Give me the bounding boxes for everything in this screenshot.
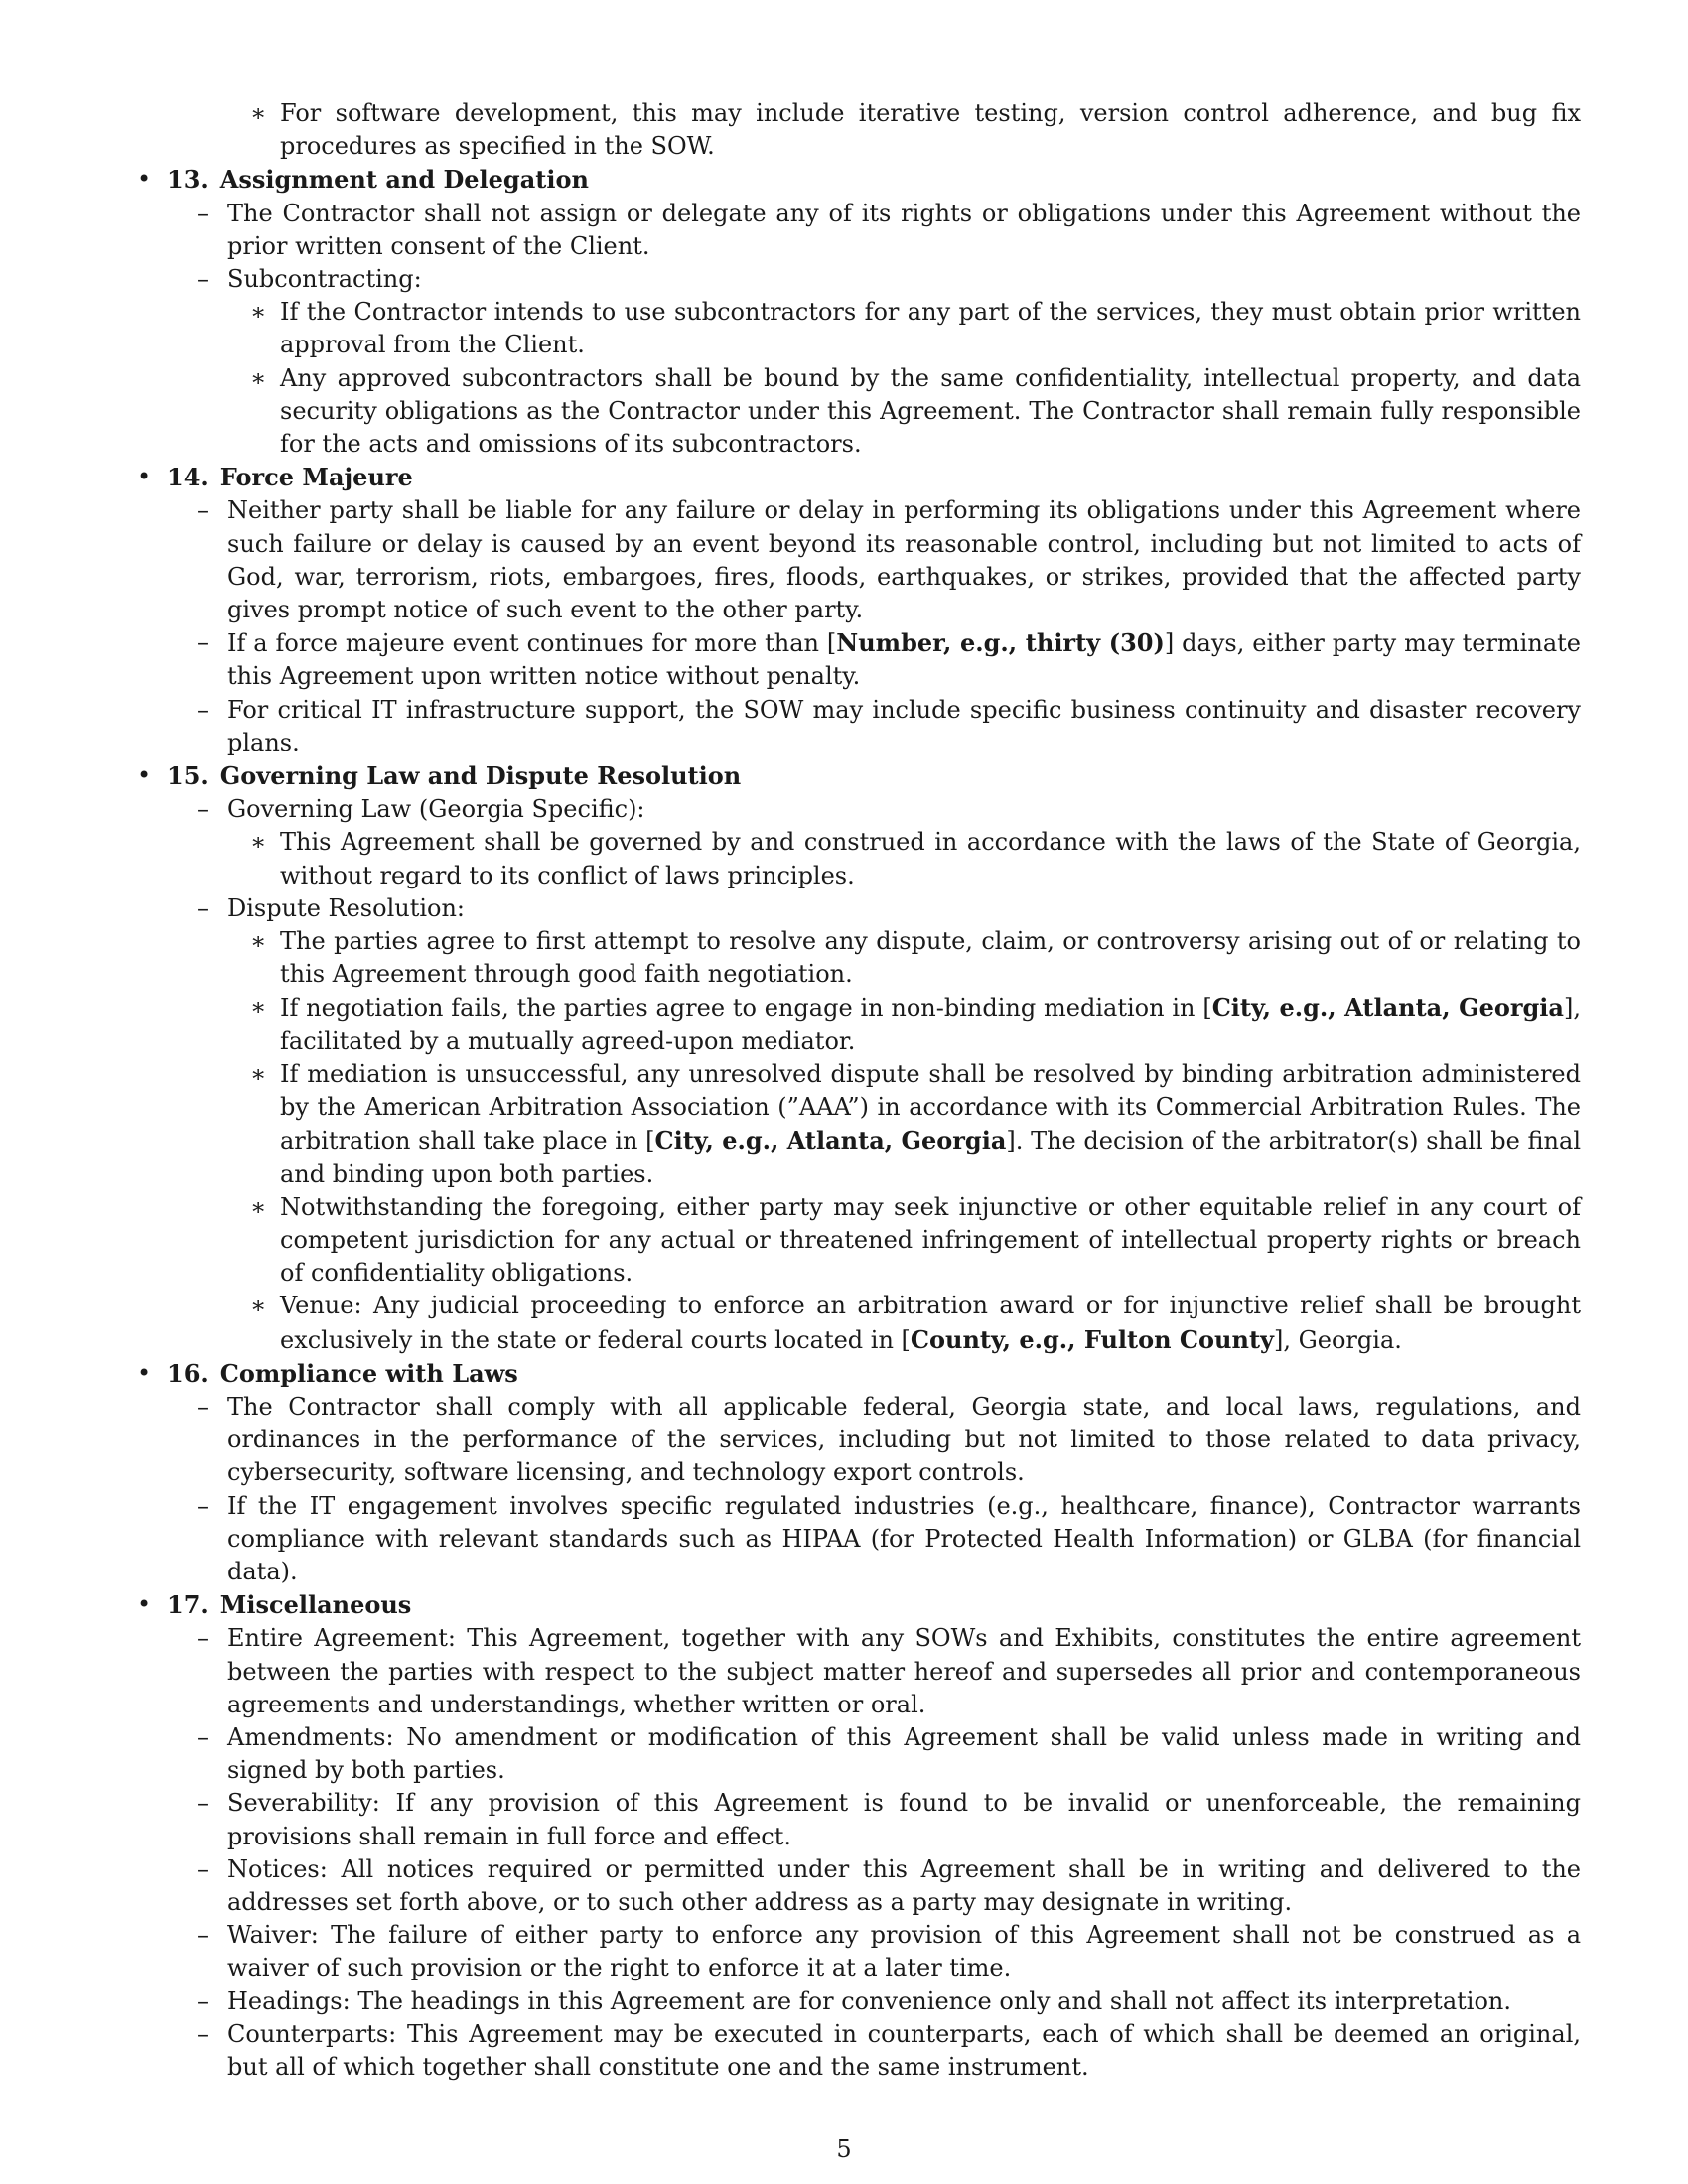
dash-marker: – xyxy=(197,1491,209,1520)
dash-marker: – xyxy=(197,496,209,525)
item-text: If a force majeure event continues for more than xyxy=(227,629,827,658)
asterisk-marker: ∗ xyxy=(250,363,267,392)
item-text: If the Contractor intends to use subcontractors for any part of the services, they must obtain prior written approval from the Client. xyxy=(280,298,1581,359)
section-title: Force Majeure xyxy=(219,463,413,492)
asterisk-marker: ∗ xyxy=(250,1192,267,1221)
section-heading xyxy=(135,759,1581,793)
list-item xyxy=(135,694,1581,759)
item-text-tail: . The decision of the arbitrator(s) shall be final and binding upon both parties. xyxy=(280,1127,1581,1188)
sub-list-item xyxy=(135,296,1581,361)
item-text: Headings: The headings in this Agreement are for convenience only and shall not affect its interpretation. xyxy=(227,1986,1511,2015)
item-text: Any approved subcontractors shall be bound by the same confidentiality, intellectual property, and data security obligations as the Contractor under this Agreement. The Contractor shall remain fully responsible for the acts and omissions of its subcontractors. xyxy=(280,363,1581,459)
list-item xyxy=(135,2018,1581,2084)
list-item xyxy=(135,1490,1581,1589)
dash-marker: – xyxy=(197,1921,209,1950)
dash-marker: – xyxy=(197,695,209,724)
dash-marker: – xyxy=(197,628,209,657)
sub-list-item: ∗ Venue: Any judicial proceeding to enforce an arbitration award or for injunctive relief shall be brought exclusively in the state or federal courts located in [County, e.g., Fulton County], Georgia. xyxy=(250,1292,1581,1354)
sub-list-item xyxy=(135,1191,1581,1291)
sub-list-item xyxy=(135,362,1581,462)
section-heading xyxy=(135,461,1581,494)
dash-marker: – xyxy=(197,1789,209,1818)
item-text: For software development, this may include iterative testing, version control adherence, and bug fix procedures as specified in the SOW. xyxy=(280,99,1581,161)
dash-marker: – xyxy=(197,1986,209,2015)
section-number: 13. xyxy=(167,165,209,195)
list-item xyxy=(135,263,1581,296)
item-text: Entire Agreement: This Agreement, together with any SOWs and Exhibits, constitutes the entire agreement between the parties with respect to the subject matter hereof and supersedes all prior and contemporaneous agreements and understandings, whether written or oral. xyxy=(227,1624,1581,1718)
placeholder-field: City, e.g., Atlanta, Georgia xyxy=(1211,993,1564,1023)
item-text: Notwithstanding the foregoing, either party may seek injunctive or other equitable relief in any court of competent jurisdiction for any actual or threatened infringement of intellectual property rights or breach of confidentiality obligations. xyxy=(280,1192,1581,1288)
bullet-marker: • xyxy=(137,1590,152,1619)
section-heading xyxy=(135,1588,1581,1622)
item-text: The parties agree to first attempt to resolve any dispute, claim, or controversy arising out of or relating to this Agreement through good faith negotiation. xyxy=(280,927,1581,989)
asterisk-marker: ∗ xyxy=(250,298,267,327)
item-text: Amendments: No amendment or modification of this Agreement shall be valid unless made in writing and signed by both parties. xyxy=(227,1722,1581,1785)
dash-marker: – xyxy=(197,1854,209,1883)
item-text: Counterparts: This Agreement may be executed in counterparts, each of which shall be deemed an original, but all of which together shall constitute one and the same instrument. xyxy=(227,2019,1581,2081)
dash-marker: – xyxy=(197,199,209,227)
item-text-tail: , facilitated by a mutually agreed-upon mediator. xyxy=(280,994,1581,1055)
page-number: 5 xyxy=(836,2135,852,2163)
section-number: 15. xyxy=(167,761,209,791)
item-text: Venue: Any judicial proceeding to enforce an arbitration award or for injunctive relief shall be brought exclusively in the state or federal courts located in xyxy=(280,1292,1581,1354)
asterisk-marker: ∗ xyxy=(250,99,267,127)
sub-list-item: ∗ If negotiation fails, the parties agree to engage in non-binding mediation in [City, e.g., Atlanta, Georgia], facilitated by a mutually agreed-upon mediator. xyxy=(250,993,1581,1055)
placeholder-field: County, e.g., Fulton County xyxy=(910,1324,1274,1354)
item-text: Waiver: The failure of either party to enforce any provision of this Agreement shall not be construed as a waiver of such provision or the right to enforce it at a later time. xyxy=(227,1921,1581,1982)
list-item xyxy=(135,1787,1581,1852)
section-number: 17. xyxy=(167,1590,209,1620)
placeholder-field: City, e.g., Atlanta, Georgia xyxy=(654,1126,1007,1156)
list-item xyxy=(135,198,1581,263)
section-title: Assignment and Delegation xyxy=(219,165,589,195)
bullet-marker: • xyxy=(137,463,152,491)
dash-marker: – xyxy=(197,1624,209,1653)
item-text: This Agreement shall be governed by and construed in accordance with the laws of the State of Georgia, without regard to its conflict of laws principles. xyxy=(280,828,1581,889)
item-text: Notices: All notices required or permitted under this Agreement shall be in writing and delivered to the addresses set forth above, or to such other address as a party may designate in writing. xyxy=(227,1854,1581,1916)
item-text: For critical IT infrastructure support, the SOW may include specific business continuity and disaster recovery plans. xyxy=(227,695,1581,756)
sub-list-item: ∗ If mediation is unsuccessful, any unresolved dispute shall be resolved by binding arbitration administered by the American Arbitration Association (”AAA”) in accordance with its Commercial Arbitration Rules. The arbitration shall take place in [City, e.g., Atlanta, Georgia]. The decision of the arbitrator(s) shall be final and binding upon both parties. xyxy=(250,1059,1581,1188)
item-text: Subcontracting: xyxy=(227,265,422,294)
bullet-marker: • xyxy=(137,165,152,194)
list-item xyxy=(135,1391,1581,1490)
dash-marker: – xyxy=(197,265,209,294)
list-item xyxy=(135,1721,1581,1787)
list-item xyxy=(135,1985,1581,2018)
list-item xyxy=(135,793,1581,826)
item-text: If mediation is unsuccessful, any unresolved dispute shall be resolved by binding arbitration administered by the American Arbitration Association (”AAA”) in accordance with its Commercial Arbitration Rules. The arbitration shall take place in xyxy=(280,1059,1581,1156)
item-text: The Contractor shall not assign or delegate any of its rights or obligations under this Agreement without the prior written consent of the Client. xyxy=(227,199,1581,260)
item-text: Dispute Resolution: xyxy=(227,893,466,922)
asterisk-marker: ∗ xyxy=(250,993,267,1022)
section-number: 14. xyxy=(167,463,209,492)
asterisk-marker: ∗ xyxy=(250,828,267,857)
item-text: If the IT engagement involves specific regulated industries (e.g., healthcare, finance), Contractor warrants compliance with relevant standards such as HIPAA (for Protected Health Information) or GLBA (for financial data). xyxy=(227,1491,1581,1585)
item-text: The Contractor shall comply with all applicable federal, Georgia state, and local laws, regulations, and ordinances in the performance of the services, including but not limited to those related to data privacy, cybersecurity, software licensing, and technology export controls. xyxy=(227,1392,1581,1487)
item-text-tail: , Georgia. xyxy=(1283,1325,1402,1354)
section-title: Governing Law and Dispute Resolution xyxy=(219,761,742,791)
section-heading xyxy=(135,1357,1581,1391)
item-text: Neither party shall be liable for any failure or delay in performing its obligations under this Agreement where such failure or delay is caused by an event beyond its reasonable control, including but not limited to acts of God, war, terrorism, riots, embargoes, fires, floods, earthquakes, or strikes, provided that the affected party gives prompt notice of such event to the other party. xyxy=(227,496,1581,624)
dash-marker: – xyxy=(197,893,209,922)
item-text-tail: days, either party may terminate this Agreement upon written notice without penalty. xyxy=(227,629,1581,691)
list-item xyxy=(135,1919,1581,1984)
document-body xyxy=(135,97,1581,2084)
asterisk-marker: ∗ xyxy=(250,1059,267,1088)
dash-marker: – xyxy=(197,2019,209,2048)
item-text: If negotiation fails, the parties agree to engage in non-binding mediation in xyxy=(280,994,1203,1023)
list-item xyxy=(135,1853,1581,1919)
dash-marker: – xyxy=(197,1722,209,1751)
list-item: – If a force majeure event continues for more than [Number, e.g., thirty (30)] days, either party may terminate this Agreement upon written notice without penalty. xyxy=(197,628,1581,691)
sub-list-item xyxy=(135,826,1581,891)
bullet-marker: • xyxy=(137,761,152,790)
dash-marker: – xyxy=(197,1392,209,1421)
list-item xyxy=(135,892,1581,925)
dash-marker: – xyxy=(197,795,209,824)
section-title: Compliance with Laws xyxy=(219,1358,518,1388)
placeholder-field: Number, e.g., thirty (30) xyxy=(836,628,1165,658)
bullet-marker: • xyxy=(137,1358,152,1387)
section-heading xyxy=(135,163,1581,197)
sub-list-item xyxy=(135,925,1581,991)
asterisk-marker: ∗ xyxy=(250,1292,267,1320)
item-text: Severability: If any provision of this Agreement is found to be invalid or unenforceable, the remaining provisions shall remain in full force and effect. xyxy=(227,1789,1581,1850)
section-number: 16. xyxy=(167,1358,209,1388)
sub-list-item xyxy=(135,97,1581,163)
item-text: Governing Law (Georgia Specific): xyxy=(227,795,645,824)
list-item xyxy=(135,494,1581,626)
section-title: Miscellaneous xyxy=(219,1590,412,1620)
asterisk-marker: ∗ xyxy=(250,927,267,956)
list-item xyxy=(135,1622,1581,1721)
